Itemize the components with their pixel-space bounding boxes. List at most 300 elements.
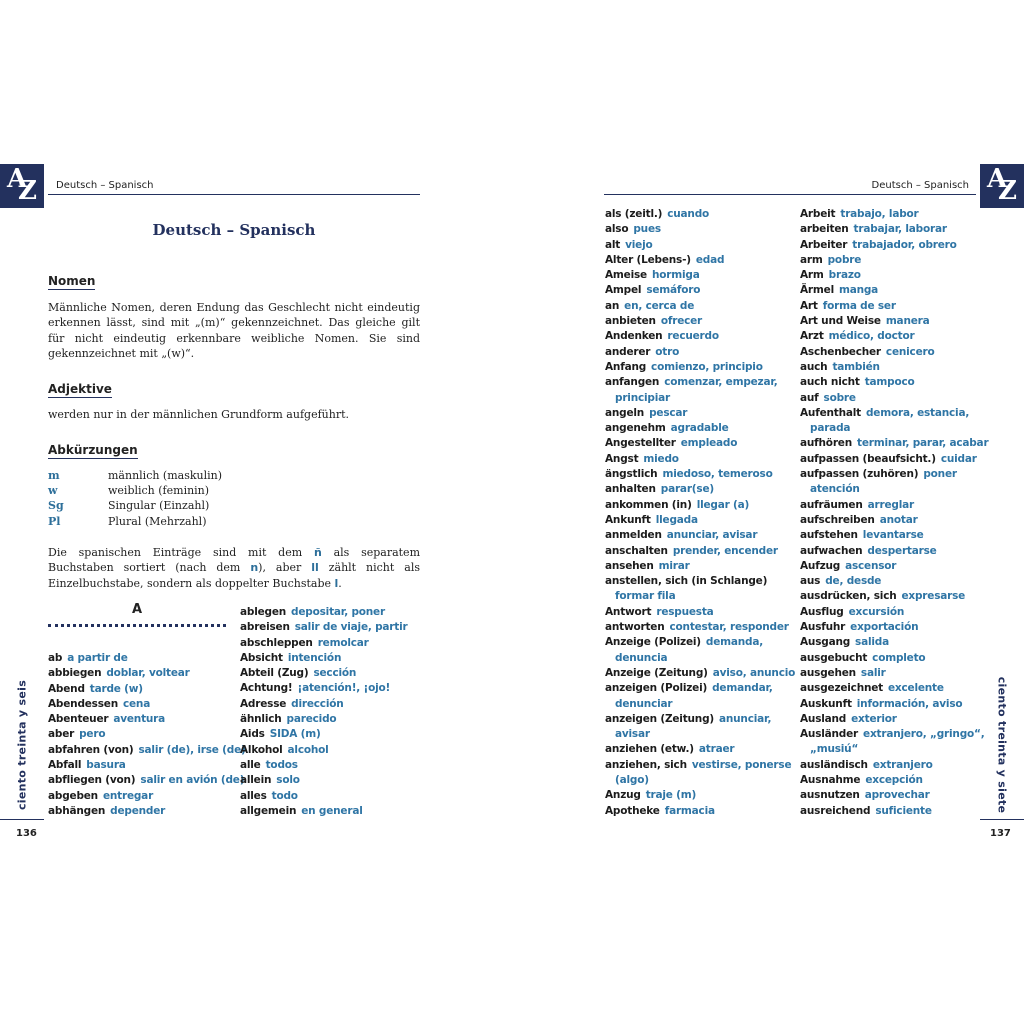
header-rule-left [48,194,420,195]
translation: SIDA (m) [269,728,321,741]
dictionary-entry [240,605,422,620]
dictionary-entry [48,773,245,788]
dictionary-entry [605,314,795,329]
headword: anderer [605,345,651,358]
headword: abfahren (von) [48,743,134,756]
translation: manga [838,284,879,297]
dictionary-entry [240,804,422,819]
dictionary-entry [48,712,228,727]
dictionary-entry [605,804,795,819]
translation: salir de viaje, partir [294,621,408,634]
headword: Anfang [605,360,647,373]
translation: despertarse [867,544,937,557]
translation: remolcar [317,636,369,649]
translation: información, aviso [856,697,963,710]
headword: Anzug [605,789,641,802]
abbreviation-meaning: Singular (Einzahl) [108,499,210,513]
dictionary-entry [800,207,978,222]
dictionary-entry [605,788,795,803]
headword: anzeigen (Polizei) [605,682,708,695]
headword: abschleppen [240,636,313,649]
sorting-note-text: zählt nicht als Einzelbuchstabe, sondern als doppelter Buchstabe [48,561,420,590]
translation: llegada [655,513,698,526]
translation: suficiente [875,804,932,817]
translation: recuerdo [667,330,719,343]
dictionary-entry [48,789,228,804]
translation: empleado [680,437,738,450]
translation: en, cerca de [624,299,695,312]
dictionary-entry [800,605,978,620]
translation: también [832,360,880,373]
dictionary-entry [800,758,978,773]
sorting-note [48,545,420,591]
headword: anfangen [605,376,660,389]
headword: ängstlich [605,468,658,481]
translation: tampoco [864,376,915,389]
headword: Adresse [240,697,287,710]
dictionary-entry [240,727,422,742]
abbreviation-key: Pl [48,514,61,528]
translation: comienzo, principio [651,360,763,373]
translation: aventura [113,713,166,726]
translation: salir (de), irse (de) [138,743,246,756]
dictionary-entry [800,406,978,421]
translation: depositar, poner [291,606,385,618]
headword: aufwachen [800,544,863,557]
az-logo-letter-a: A [987,164,1008,194]
dictionary-entry [605,329,795,344]
translation: sobre [823,391,856,404]
translation: farmacia [664,804,715,817]
sorting-note-text: als separatem Buchstaben sortiert (nach dem [48,546,420,575]
translation: aprovechar [864,789,930,802]
translation: exportación [850,621,919,634]
abbreviation-list [48,468,420,529]
headword: Ameise [605,269,647,282]
section-heading-abkuerzungen: Abkürzungen [48,443,138,457]
dictionary-entry [605,375,795,390]
headword: Ausfuhr [800,621,846,634]
dictionary-entry [800,329,978,344]
headword: alle [240,758,261,771]
headword: angenehm [605,422,666,435]
headword: Ausnahme [800,773,861,786]
section-heading-adjektive: Adjektive [48,382,112,396]
headword: Aufenthalt [800,406,861,419]
sorting-note-text: . [338,576,342,590]
headword: arbeiten [800,223,849,236]
headword: aufschreiben [800,513,875,526]
headword: abhängen [48,804,106,817]
translation: médico, doctor [828,330,915,343]
translation: ascensor [845,559,897,572]
dictionary-entry [605,559,795,574]
dictionary-entry [605,528,795,543]
dictionary-entry [48,697,228,712]
dictionary-entry [240,620,422,635]
translation: basura [86,759,126,772]
translation: otro [655,345,680,358]
page-title: Deutsch – Spanisch [152,221,316,239]
translation: miedo [643,452,679,465]
page-number-right: 137 [990,828,1011,839]
dictionary-entry [605,712,795,727]
dictionary-entry [800,681,978,696]
translation: salida [855,636,889,649]
dictionary-entry [800,375,978,390]
translation: expresarse [901,590,966,603]
dictionary-entry [800,452,978,467]
headword: Aids [240,728,265,741]
translation: ofrecer [660,315,703,328]
headword: auf [800,391,819,404]
dictionary-entry [605,452,795,467]
translation: excursión [848,605,905,618]
dotted-divider [48,624,226,627]
translation: cuidar [940,452,977,465]
headword: ähnlich [240,713,282,726]
translation: todos [265,758,298,771]
headword: Art und Weise [800,315,881,328]
translation-continuation: principiar [615,391,670,404]
letter-heading: A [131,602,143,617]
headword: ab [48,652,63,664]
translation: alcohol [287,743,329,756]
headword: abreisen [240,621,290,634]
translation: pobre [827,253,862,266]
dictionary-entry [800,299,978,314]
abbreviation-meaning: Plural (Mehrzahl) [108,514,207,528]
translation: extranjero [872,758,933,771]
abbreviation-row [48,483,420,498]
dictionary-entry [605,544,795,559]
headword: Ankunft [605,513,651,526]
translation: hormiga [651,269,700,282]
side-label-right: ciento treinta y siete [995,676,1009,814]
headword: Ausland [800,712,847,725]
az-logo-letter-a: A [7,164,28,194]
headword: Ärmel [800,284,834,297]
page-number-left: 136 [16,828,37,839]
translation: intención [287,651,342,664]
dictionary-entry [800,559,978,574]
translation: demandar, [712,682,773,695]
dictionary-entry [605,268,795,283]
dictionary-entry [800,697,978,712]
dictionary-entry [605,681,795,696]
headword: Ausflug [800,605,844,618]
headword: ausländisch [800,758,868,771]
dictionary-entry [605,620,795,635]
dictionary-entry [240,636,422,651]
az-logo-letter-z: Z [998,176,1017,206]
headword: alt [605,238,621,251]
dictionary-entry [605,406,795,421]
side-label-left: ciento treinta y seis [15,679,29,811]
dictionary-entry [48,804,228,819]
dictionary-entry [240,758,422,773]
dictionary-entry [800,589,978,604]
dictionary-entry [800,498,978,513]
dictionary-entry [240,789,422,804]
translation: llegar (a) [696,498,750,511]
dictionary-entry [605,253,795,268]
dictionary-entry [800,345,978,360]
headword: Ampel [605,284,642,297]
headword: ausdrücken, sich [800,590,897,603]
section-heading-nomen: Nomen [48,274,96,288]
translation: respuesta [656,605,714,618]
translation: de, desde [825,575,882,588]
translation: salir en avión (de) [140,774,245,787]
dictionary-column-right-2 [800,207,989,819]
dictionary-entry [605,238,795,253]
headword: Aschenbecher [800,345,881,358]
headword: alles [240,789,267,802]
headword: Alter (Lebens-) [605,253,691,266]
headword: Angst [605,452,639,465]
headword: Abfall [48,759,82,772]
headword: Arzt [800,330,824,343]
headword: Arbeiter [800,238,848,251]
abbreviation-row [48,468,420,483]
headword: Angestellter [605,437,676,450]
translation-continuation: „musiú“ [810,743,859,756]
dictionary-entry [48,682,228,697]
dictionary-entry [605,207,795,222]
headword: auch [800,360,828,373]
dictionary-entry [800,314,978,329]
dictionary-entry [800,268,978,283]
headword: aus [800,575,821,588]
translation-continuation: denuncia [615,651,668,664]
dictionary-entry [800,712,978,727]
headword: arm [800,253,823,266]
translation: prender, encender [672,544,778,557]
dictionary-entry [605,635,795,650]
dictionary-entry [800,360,978,375]
translation: ¡atención!, ¡ojo! [297,682,391,695]
dictionary-entry [605,513,795,528]
headword: allein [240,774,272,787]
headword: ablegen [240,606,287,618]
headword: aufräumen [800,498,863,511]
sorting-note-highlight: l [334,576,339,590]
dictionary-entry [800,804,978,819]
headword: abfliegen (von) [48,774,136,787]
headword: anmelden [605,529,662,542]
headword: angeln [605,406,645,419]
header-title-right: Deutsch – Spanisch [871,180,969,191]
header-title-left: Deutsch – Spanisch [56,180,154,191]
translation: traje (m) [645,789,697,802]
headword: aufhören [800,437,852,450]
translation: forma de ser [822,299,896,312]
dictionary-entry [605,299,795,314]
section-text-nomen: Männliche Nomen, deren Endung das Geschlecht nicht eindeutig erkennen lässt, sind mit „(m)“ gekennzeichnet. Das gleiche gilt für nicht eindeutig erkennbare weibliche Nomen. Sie sind gekennzeichnet mit „(w)“. [48,301,420,360]
abbreviation-row [48,498,420,513]
dictionary-entry [605,467,795,482]
translation: depender [110,804,166,817]
dictionary-column-right-1 [605,207,795,819]
sorting-note-highlight: n [250,561,259,575]
dictionary-entry [605,436,795,451]
headword: Abendessen [48,697,118,710]
translation: demanda, [705,636,764,649]
headword: Anzeige (Zeitung) [605,666,708,679]
translation-continuation: (algo) [615,773,649,786]
dictionary-entry [605,283,795,298]
headword: Ausländer [800,728,859,741]
translation-continuation: atención [810,483,860,496]
translation: atraer [698,743,735,756]
headword: anbieten [605,315,656,328]
sorting-note-highlight: ñ [313,546,322,559]
headword: Anzeige (Polizei) [605,636,701,649]
translation: comenzar, empezar, [664,376,778,389]
dictionary-entry [605,742,795,757]
translation: tarde (w) [89,682,143,695]
translation-continuation: denunciar [615,697,673,710]
translation: completo [872,651,926,664]
dictionary-entry [605,421,795,436]
headword: Abend [48,682,85,695]
translation: pues [633,223,661,236]
headword: auch nicht [800,376,860,389]
headword: anhalten [605,483,656,496]
dictionary-entry [48,651,228,666]
dictionary-entry [240,773,422,788]
headword: Absicht [240,651,283,664]
footer-rule-left [0,819,44,820]
dictionary-entry [800,574,978,589]
headword: Arm [800,269,824,282]
dictionary-entry [240,651,422,666]
sorting-note-text: Die spanischen Einträge sind mit dem [48,546,314,559]
dictionary-entry [48,666,228,681]
headword: aufpassen (zuhören) [800,468,919,481]
headword: ausnutzen [800,789,860,802]
translation: anotar [879,513,918,526]
dictionary-entry [800,253,978,268]
headword: ausreichend [800,804,871,817]
translation: agradable [670,422,729,435]
headword: ankommen (in) [605,498,692,511]
abbreviation-key: w [48,484,58,498]
headword: ausgehen [800,666,856,679]
translation: sección [313,667,357,680]
dictionary-entry [240,712,422,727]
translation-continuation: formar fila [615,590,676,603]
translation: vestirse, ponerse [691,758,792,771]
translation-continuation: parada [810,422,851,435]
headword: anstellen, sich (in Schlange) [605,575,768,588]
headword: Apotheke [605,804,660,817]
dictionary-entry [605,345,795,360]
dictionary-entry [800,788,978,803]
dictionary-entry [800,651,978,666]
headword: als (zeitl.) [605,208,663,220]
dictionary-entry [605,605,795,620]
abbreviation-key: m [48,469,60,482]
dictionary-entry [48,758,228,773]
headword: Antwort [605,605,652,618]
dictionary-entry [240,666,422,681]
headword: anzeigen (Zeitung) [605,712,714,725]
translation: parecido [286,713,337,726]
abbreviation-meaning: weiblich (feminin) [108,484,210,498]
dictionary-entry [800,727,985,742]
translation: contestar, responder [669,621,789,634]
translation: trabajo, labor [840,208,919,220]
translation: parar(se) [660,483,714,496]
headword: antworten [605,621,665,634]
dictionary-entry [48,743,246,758]
translation: cena [122,697,151,710]
translation: entregar [102,789,154,802]
dictionary-entry [800,513,978,528]
headword: anziehen (etw.) [605,743,694,756]
dictionary-column-left-2 [240,605,422,819]
headword: Ausgang [800,636,851,649]
headword: Abteil (Zug) [240,667,309,680]
headword: Aufzug [800,559,841,572]
translation: demora, estancia, [865,406,970,419]
translation: anunciar, [718,712,772,725]
dictionary-entry [605,482,795,497]
dictionary-entry [605,666,795,681]
translation: manera [885,315,930,328]
az-logo-badge-left [0,164,44,208]
dictionary-entry [800,773,978,788]
dictionary-entry [240,697,422,712]
dictionary-entry [605,498,795,513]
abbreviation-meaning: männlich (maskulin) [108,469,223,482]
translation: dirección [291,697,344,710]
translation-continuation: avisar [615,728,650,741]
dictionary-entry [605,222,795,237]
dictionary-entry [800,238,978,253]
headword: Andenken [605,330,663,343]
translation: doblar, voltear [106,667,190,680]
translation: levantarse [862,529,924,542]
headword: Achtung! [240,682,293,695]
dictionary-entry [605,758,795,773]
translation: todo [271,789,298,802]
headword: Abenteuer [48,713,109,726]
dictionary-entry [605,574,795,589]
translation: salir [860,666,886,679]
dictionary-entry [240,743,422,758]
headword: allgemein [240,804,297,817]
headword: aufstehen [800,529,858,542]
translation: aviso, anuncio [712,666,796,679]
dictionary-column-left-1 [48,651,246,819]
translation: excelente [888,682,944,695]
sorting-note-text: ), aber [258,561,312,575]
translation: a partir de [67,652,128,664]
translation: exterior [851,712,897,725]
dictionary-entry [800,436,989,451]
translation: poner [923,468,957,481]
headword: ausgezeichnet [800,682,883,695]
az-logo-letter-z: Z [18,176,37,206]
translation: miedoso, temeroso [662,468,773,481]
headword: abgeben [48,789,98,802]
headword: Art [800,299,818,312]
translation: brazo [828,269,861,282]
headword: Auskunft [800,697,852,710]
